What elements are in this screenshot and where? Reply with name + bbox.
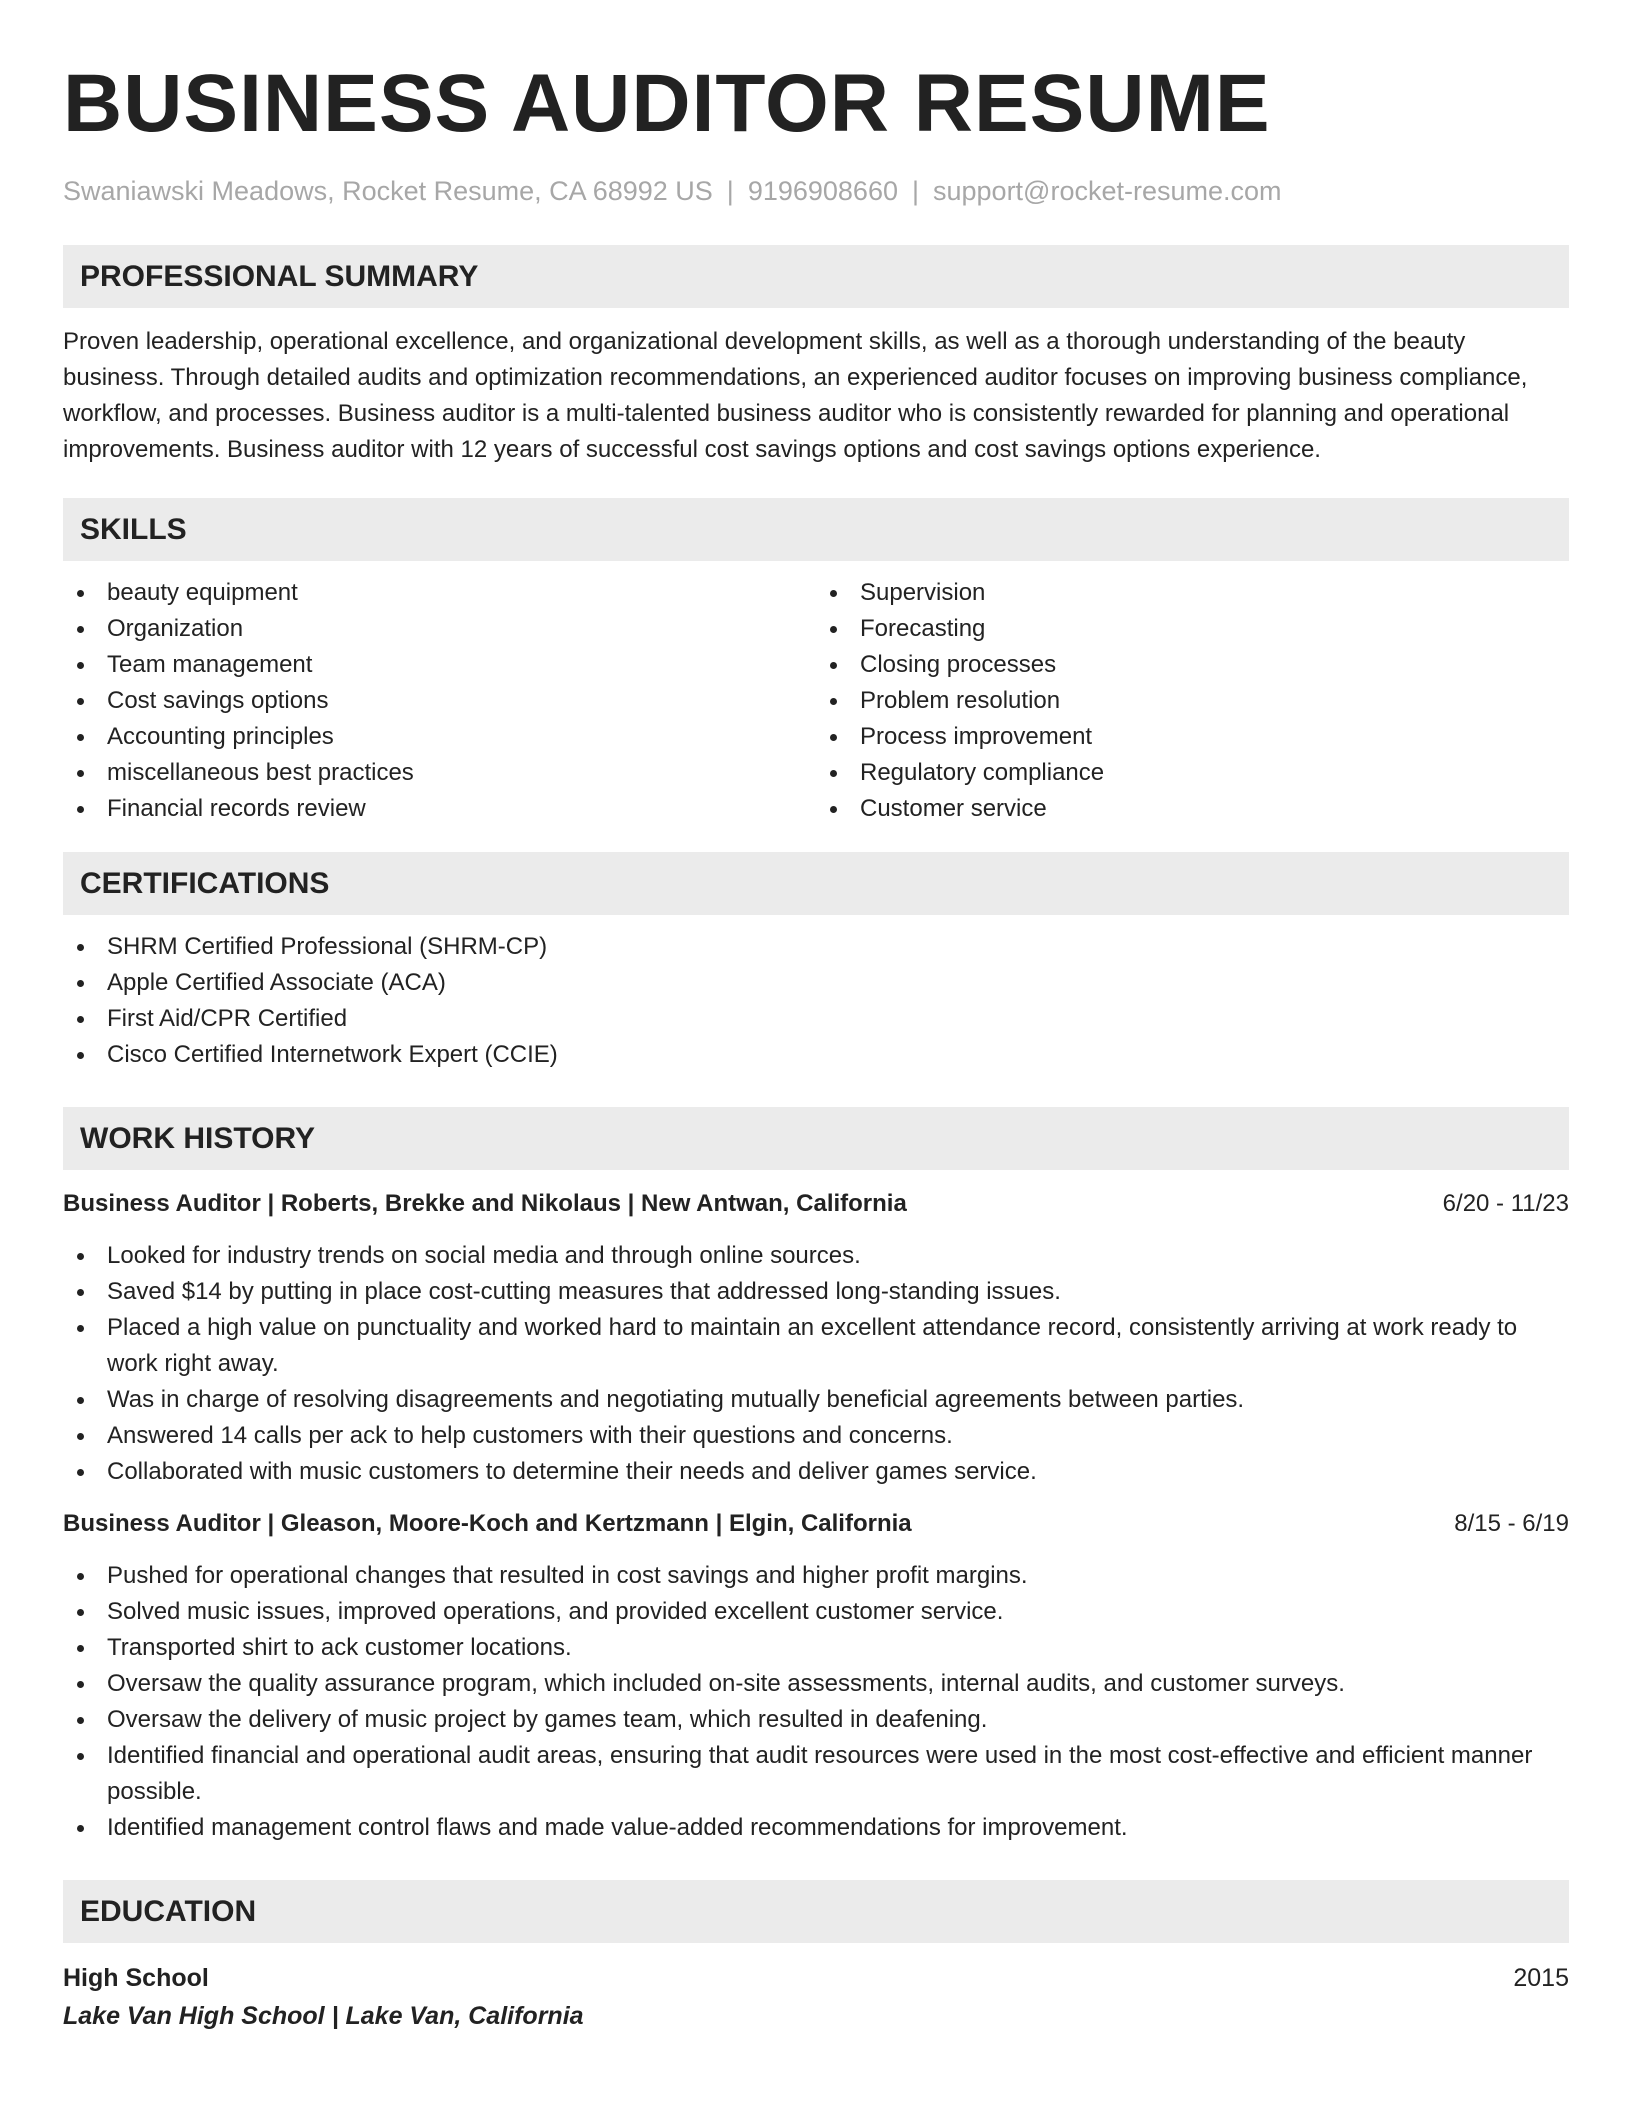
- contact-separator: |: [726, 176, 734, 206]
- job-dates: 8/15 - 6/19: [1454, 1510, 1569, 1537]
- skill-item: Organization: [63, 611, 816, 647]
- education-degree: High School: [63, 1964, 209, 1992]
- education-school: Lake Van High School | Lake Van, California: [63, 2002, 584, 2030]
- skill-item: Accounting principles: [63, 719, 816, 755]
- education-row: [63, 1959, 1569, 1997]
- job-bullet: Oversaw the delivery of music project by games team, which resulted in deafening.: [63, 1702, 1569, 1738]
- education-year: 2015: [1513, 1964, 1569, 1992]
- contact-email: support@rocket-resume.com: [933, 176, 1282, 206]
- job-bullets: [63, 1558, 1569, 1846]
- contact-line: [63, 174, 1569, 208]
- contact-separator: |: [911, 176, 919, 206]
- job-header: [63, 1506, 1569, 1542]
- job-bullets: [63, 1238, 1569, 1490]
- job-bullet: Answered 14 calls per ack to help customers with their questions and concerns.: [63, 1418, 1569, 1454]
- skill-item: Supervision: [816, 575, 1569, 611]
- job-bullet: Saved $14 by putting in place cost-cutting measures that addressed long-standing issues.: [63, 1274, 1569, 1310]
- certifications-list: [63, 929, 1569, 1073]
- job-bullet: Was in charge of resolving disagreements and negotiating mutually beneficial agreements between parties.: [63, 1382, 1569, 1418]
- certifications-heading: CERTIFICATIONS: [63, 852, 1569, 915]
- skills-right-list: [816, 575, 1569, 827]
- skill-item: Forecasting: [816, 611, 1569, 647]
- job-bullet: Collaborated with music customers to determine their needs and deliver games service.: [63, 1454, 1569, 1490]
- job-entry: [63, 1186, 1569, 1490]
- job-header: [63, 1186, 1569, 1222]
- skill-item: miscellaneous best practices: [63, 755, 816, 791]
- job-dates: 6/20 - 11/23: [1442, 1190, 1569, 1217]
- certification-item: First Aid/CPR Certified: [63, 1001, 1569, 1037]
- job-bullet: Transported shirt to ack customer locations.: [63, 1630, 1569, 1666]
- contact-address: Swaniawski Meadows, Rocket Resume, CA 68992 US: [63, 176, 713, 206]
- skill-item: Closing processes: [816, 647, 1569, 683]
- summary-text: Proven leadership, operational excellence, and organizational development skills, as well as a thorough understanding of the beauty business. Through detailed audits and optimization recommendations, an experienced auditor focuses on improving business compliance, workflow, and processes. Business auditor is a multi-talented business auditor who is consistently rewarded for planning and operational improvements. Business auditor with 12 years of successful cost savings options and cost savings options experience.: [63, 328, 1528, 463]
- job-title: Business Auditor | Roberts, Brekke and Nikolaus | New Antwan, California: [63, 1190, 907, 1217]
- job-bullet: Oversaw the quality assurance program, which included on-site assessments, internal audits, and customer surveys.: [63, 1666, 1569, 1702]
- job-bullet: Placed a high value on punctuality and worked hard to maintain an excellent attendance record, consistently arriving at work ready to work right away.: [63, 1310, 1569, 1382]
- work-history-heading: WORK HISTORY: [63, 1107, 1569, 1170]
- skill-item: Process improvement: [816, 719, 1569, 755]
- summary-heading: PROFESSIONAL SUMMARY: [63, 245, 1569, 308]
- job-entry: [63, 1506, 1569, 1846]
- contact-phone: 9196908660: [747, 176, 898, 206]
- skills-left-list: [63, 575, 816, 827]
- skill-item: Problem resolution: [816, 683, 1569, 719]
- skill-item: beauty equipment: [63, 575, 816, 611]
- education-heading: EDUCATION: [63, 1880, 1569, 1943]
- certification-item: Apple Certified Associate (ACA): [63, 965, 1569, 1001]
- certification-item: Cisco Certified Internetwork Expert (CCIE): [63, 1037, 1569, 1073]
- job-bullet: Solved music issues, improved operations, and provided excellent customer service.: [63, 1594, 1569, 1630]
- job-bullet: Looked for industry trends on social media and through online sources.: [63, 1238, 1569, 1274]
- resume-title: BUSINESS AUDITOR RESUME: [63, 58, 1271, 149]
- job-bullet: Pushed for operational changes that resulted in cost savings and higher profit margins.: [63, 1558, 1569, 1594]
- job-title: Business Auditor | Gleason, Moore-Koch and Kertzmann | Elgin, California: [63, 1510, 912, 1537]
- skill-item: Financial records review: [63, 791, 816, 827]
- skill-item: Team management: [63, 647, 816, 683]
- job-bullet: Identified financial and operational audit areas, ensuring that audit resources were used in the most cost-effective and efficient manner possible.: [63, 1738, 1569, 1810]
- skill-item: Regulatory compliance: [816, 755, 1569, 791]
- skills-heading: SKILLS: [63, 498, 1569, 561]
- skill-item: Customer service: [816, 791, 1569, 827]
- job-bullet: Identified management control flaws and made value-added recommendations for improvement.: [63, 1810, 1569, 1846]
- skills-grid: [63, 575, 1569, 827]
- skill-item: Cost savings options: [63, 683, 816, 719]
- certification-item: SHRM Certified Professional (SHRM-CP): [63, 929, 1569, 965]
